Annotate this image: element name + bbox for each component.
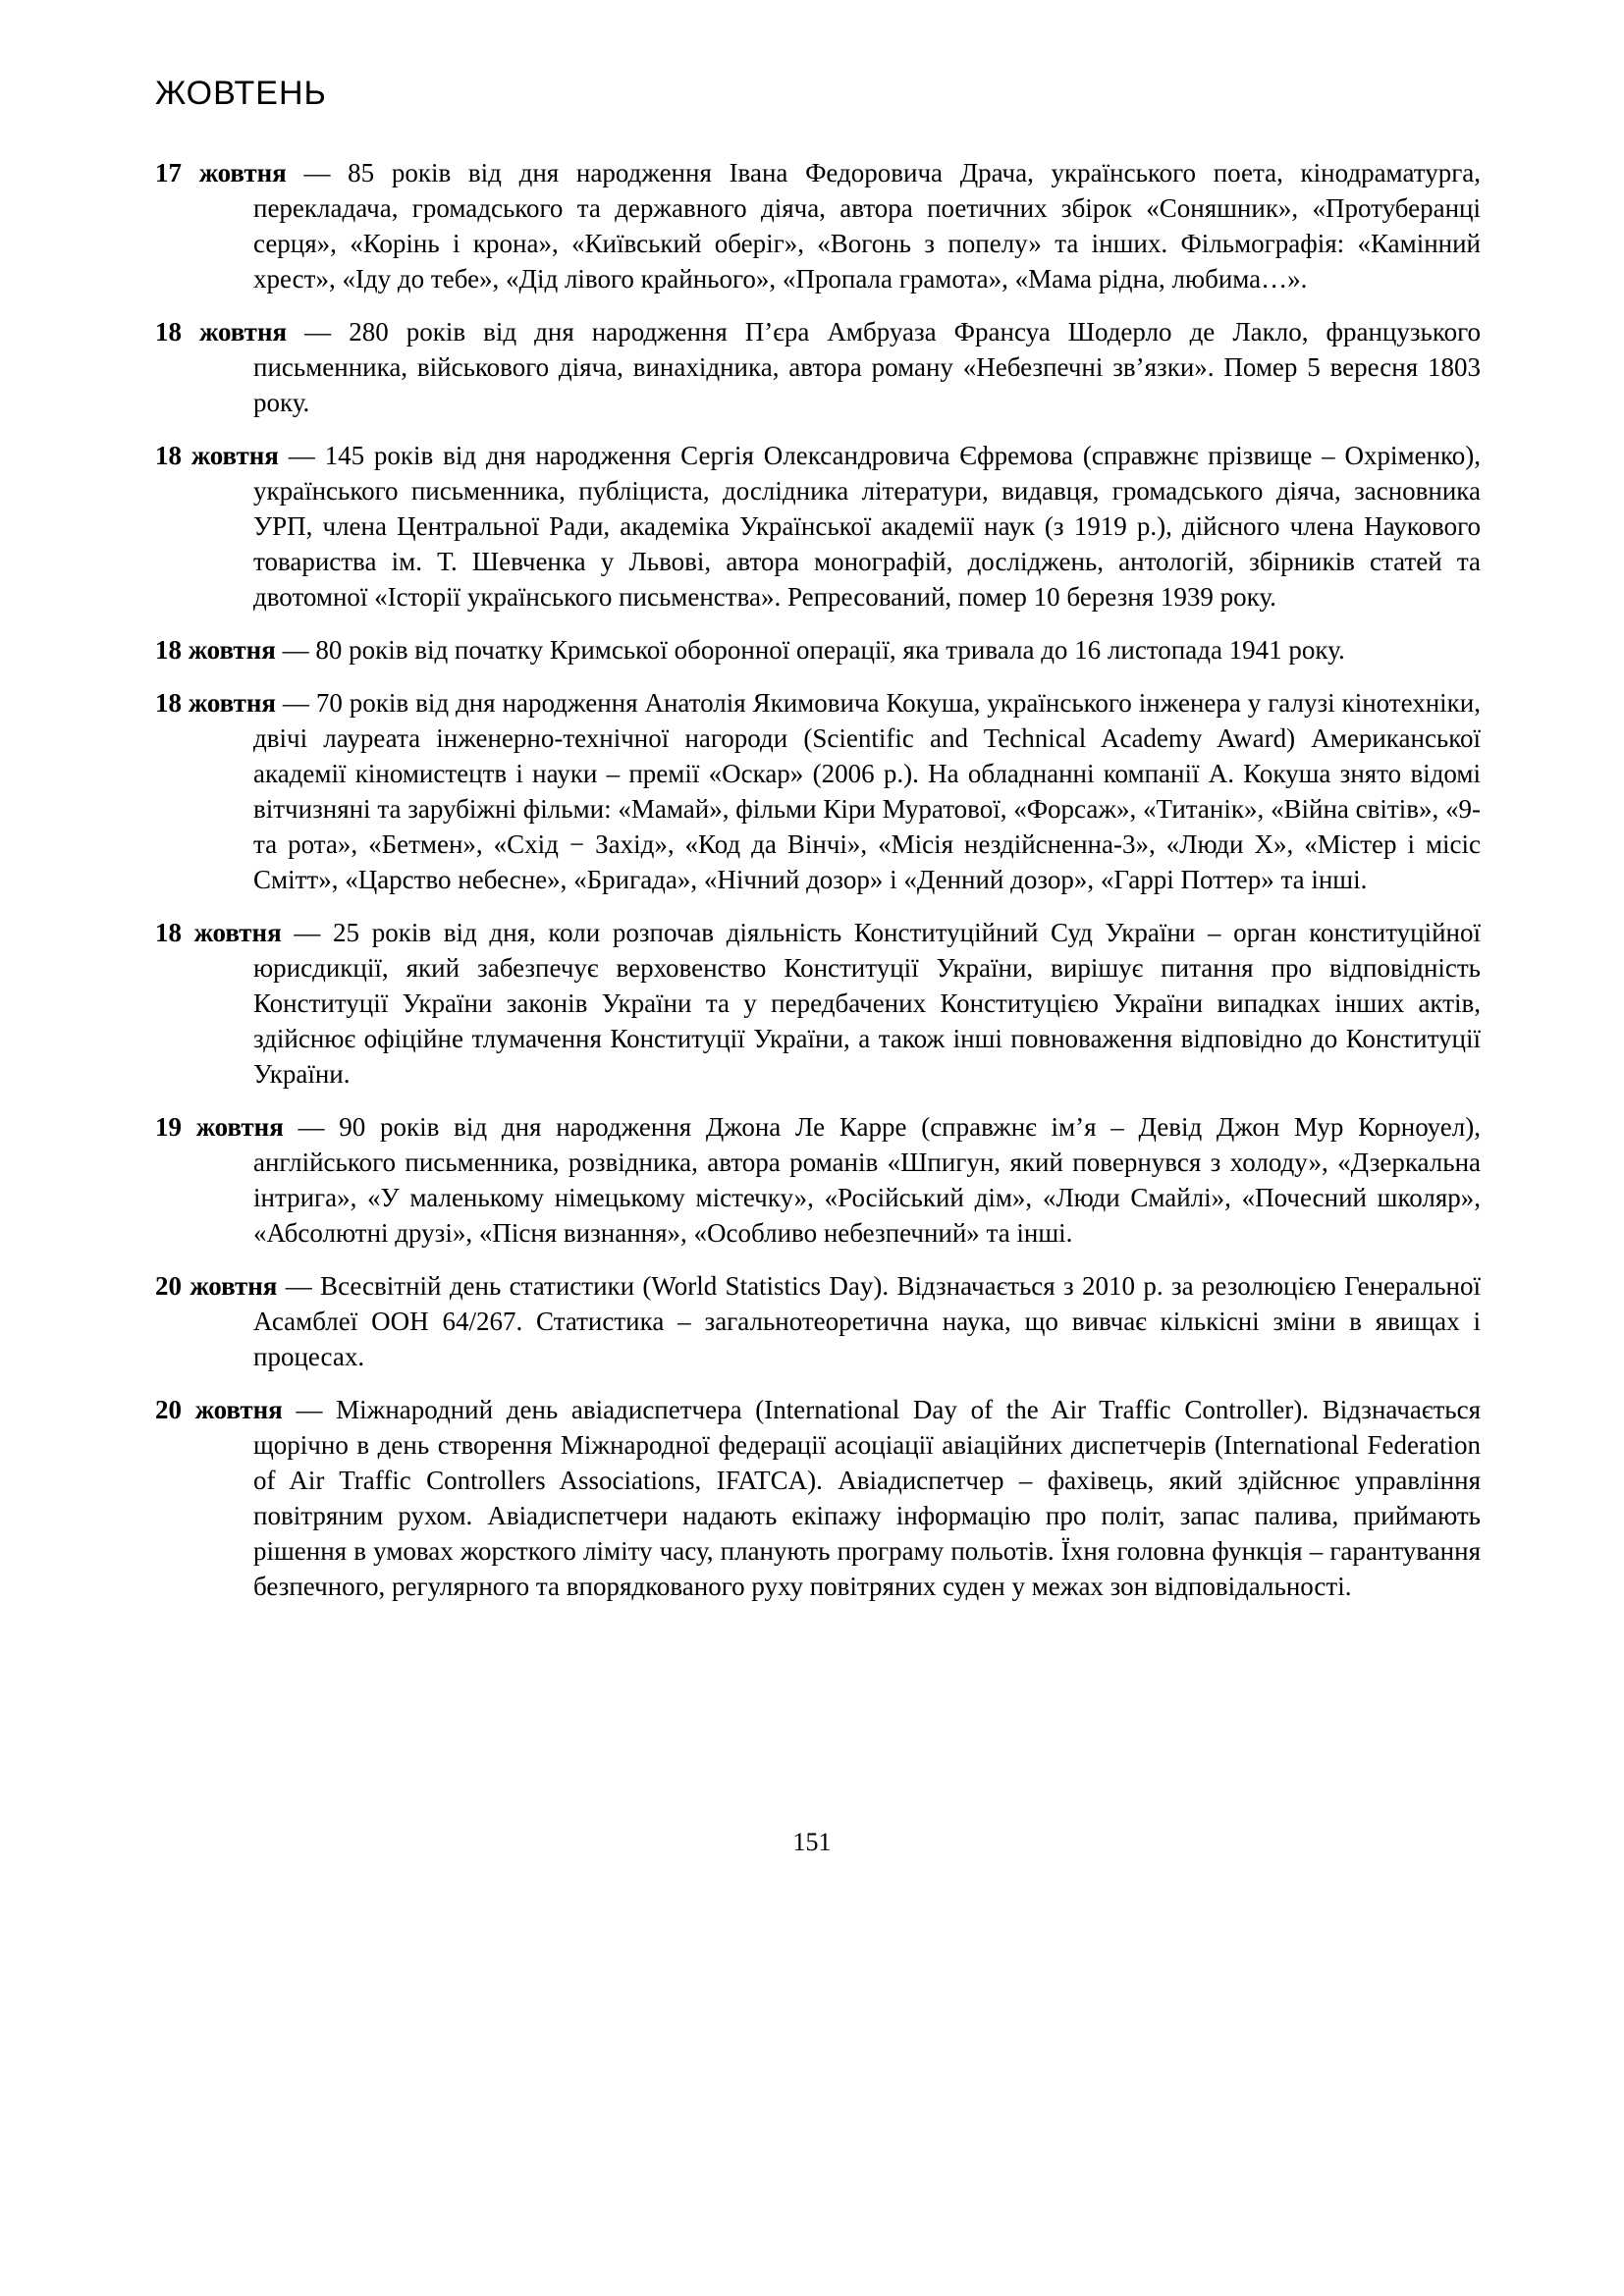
entry-date: 18 жовтня <box>155 688 276 718</box>
entry-oct-18-yefremov: 18 жовтня — 145 років від дня народження Сергія Олександровича Єфремова (справжнє прізвище – Охріменко), українського письменника, публіциста, дослідника літератури, видавця, громадського діяча, засновника УРП, члена Центральної Ради, академіка Української академії наук (з 1919 р.), дійсного члена Наукового товариства ім. Т. Шевченка у Львові, автора монографій, досліджень, антологій, збірників статей та двотомної «Історії українського письменства». Репресований, помер 10 березня 1939 року. <box>155 441 1481 612</box>
entry-oct-18-laclos: 18 жовтня — 280 років від дня народження П’єра Амбруаза Франсуа Шодерло де Лакло, французького письменника, військового діяча, винахідника, автора роману «Небезпечні зв’язки». Помер 5 вересня 1803 року. <box>155 317 1481 417</box>
entry-oct-18-kokush: 18 жовтня — 70 років від дня народження Анатолія Якимовича Кокуша, українського інженера у галузі кінотехніки, двічі лауреата інженерно-технічної нагороди (Scientific and Technical Academy Award) Американської академії кіномистецтв і науки – премії «Оскар» (2006 р.). На обладнанні компанії А. Кокуша знято відомі вітчизняні та зарубіжні фільми: «Мамай», фільми Кіри Муратової, «Форсаж», «Титанік», «Війна світів», «9-та рота», «Бетмен», «Схід − Захід», «Код да Вінчі», «Місія нездійсненна-3», «Люди Х», «Містер і місіс Смітт», «Царство небесне», «Бригада», «Нічний дозор» і «Денний дозор», «Гаррі Поттер» та інші. <box>155 688 1481 894</box>
entry-text: 280 років від дня народження П’єра Амбруаза Франсуа Шодерло де Лакло, французького письменника, військового діяча, винахідника, автора роману «Небезпечні зв’язки». Помер 5 вересня 1803 року. <box>253 317 1481 417</box>
entry-oct-20-statistics-day: 20 жовтня — Всесвітній день статистики (World Statistics Day). Відзначається з 2010 р. за резолюцією Генеральної Асамблеї ООН 64/267. Статистика – загальнотеоретична наука, що вивчає кількісні зміни в явищах і процесах. <box>155 1271 1482 1371</box>
entry-text: Міжнародний день авіадиспетчера (International Day of the Air Traffic Controller). Відзначається щорічно в день створення Міжнародної федерації асоціації авіаційних диспетчерів (International Federation of Air Traffic Controllers Associations, IFATCA). Авіадиспетчер – фахівець, який здійснює управління повітряним рухом. Авіадиспетчери надають екіпажу інформацію про політ, запас палива, приймають рішення в умовах жорсткого ліміту часу, планують програму польотів. Їхня головна функція – гарантування безпечного, регулярного та впорядкованого руху повітряних суден у межах зон відповідальності. <box>253 1395 1481 1601</box>
entry-text: 80 років від початку Кримської оборонної операції, яка тривала до 16 листопада 1941 року. <box>315 635 1345 665</box>
entry-date: 19 жовтня <box>155 1112 284 1142</box>
entry-oct-17-drach: 17 жовтня — 85 років від дня народження Івана Федоровича Драча, українського поета, кінодраматурга, перекладача, громадського та державного діяча, автора поетичних збірок «Соняшник», «Протуберанці серця», «Корінь і крона», «Київський оберіг», «Вогонь з попелу» та інших. Фільмографія: «Камінний хрест», «Іду до тебе», «Дід лівого крайнього», «Пропала грамота», «Мама рідна, любима…». <box>155 158 1481 294</box>
entry-date: 20 жовтня <box>155 1395 283 1424</box>
entry-oct-18-crimean-operation: 18 жовтня — 80 років від початку Кримської оборонної операції, яка тривала до 16 листопада 1941 року. <box>155 635 1345 665</box>
entry-oct-18-constitutional-court: 18 жовтня — 25 років від дня, коли розпочав діяльність Конституційний Суд України – орган конституційної юрисдикції, який забезпечує верховенство Конституції України, вирішує питання про відповідність Конституції України законів України та у передбачених Конституцією України випадках інших актів, здійснює офіційне тлумачення Конституції України, а також інші повноваження відповідно до Конституції України. <box>155 918 1481 1089</box>
entry-date: 20 жовтня <box>155 1271 278 1301</box>
entry-oct-20-air-traffic-controller: 20 жовтня — Міжнародний день авіадиспетчера (International Day of the Air Traffic Controller). Відзначається щорічно в день створення Міжнародної федерації асоціації авіаційних диспетчерів (International Federation of Air Traffic Controllers Associations, IFATCA). Авіадиспетчер – фахівець, який здійснює управління повітряним рухом. Авіадиспетчери надають екіпажу інформацію про політ, запас палива, приймають рішення в умовах жорсткого ліміту часу, планують програму польотів. Їхня головна функція – гарантування безпечного, регулярного та впорядкованого руху повітряних суден у межах зон відповідальності. <box>155 1395 1481 1601</box>
entry-text: Всесвітній день статистики (World Statistics Day). Відзначається з 2010 р. за резолюцією Генеральної Асамблеї ООН 64/267. Статистика – загальнотеоретична наука, що вивчає кількісні зміни в явищах і процесах. <box>253 1271 1482 1371</box>
entry-date: 18 жовтня <box>155 441 279 470</box>
entry-oct-19-le-carre: 19 жовтня — 90 років від дня народження Джона Ле Карре (справжнє ім’я – Девід Джон Мур Корноуел), англійського письменника, розвідника, автора романів «Шпигун, який повернувся з холоду», «Дзеркальна інтрига», «У маленькому німецькому містечку», «Російський дім», «Люди Смайлі», «Почесний школяр», «Абсолютні друзі», «Пісня визнання», «Особливо небезпечний» та інші. <box>155 1112 1482 1248</box>
entry-text: 85 років від дня народження Івана Федоровича Драча, українського поета, кінодраматурга, перекладача, громадського та державного діяча, автора поетичних збірок «Соняшник», «Протуберанці серця», «Корінь і крона», «Київський оберіг», «Вогонь з попелу» та інших. Фільмографія: «Камінний хрест», «Іду до тебе», «Дід лівого крайнього», «Пропала грамота», «Мама рідна, любима…». <box>253 158 1481 294</box>
entry-date: 18 жовтня <box>155 635 276 665</box>
page-title: ЖОВТЕНЬ <box>155 75 327 112</box>
entry-date: 17 жовтня <box>155 158 287 187</box>
entries-list <box>155 155 1481 1622</box>
entry-text: 70 років від дня народження Анатолія Якимовича Кокуша, українського інженера у галузі кінотехніки, двічі лауреата інженерно-технічної нагороди (Scientific and Technical Academy Award) Американської академії кіномистецтв і науки – премії «Оскар» (2006 р.). На обладнанні компанії А. Кокуша знято відомі вітчизняні та зарубіжні фільми: «Мамай», фільми Кіри Муратової, «Форсаж», «Титанік», «Війна світів», «9-та рота», «Бетмен», «Схід − Захід», «Код да Вінчі», «Місія нездійсненна-3», «Люди Х», «Містер і місіс Смітт», «Царство небесне», «Бригада», «Нічний дозор» і «Денний дозор», «Гаррі Поттер» та інші. <box>253 688 1481 894</box>
entry-date: 18 жовтня <box>155 317 288 347</box>
entry-text: 90 років від дня народження Джона Ле Карре (справжнє ім’я – Девід Джон Мур Корноуел), англійського письменника, розвідника, автора романів «Шпигун, який повернувся з холоду», «Дзеркальна інтрига», «У маленькому німецькому містечку», «Російський дім», «Люди Смайлі», «Почесний школяр», «Абсолютні друзі», «Пісня визнання», «Особливо небезпечний» та інші. <box>253 1112 1482 1248</box>
entry-text: 25 років від дня, коли розпочав діяльність Конституційний Суд України – орган конституційної юрисдикції, який забезпечує верховенство Конституції України, вирішує питання про відповідність Конституції України законів України та у передбачених Конституцією України випадках інших актів, здійснює офіційне тлумачення Конституції України, а також інші повноваження відповідно до Конституції України. <box>253 918 1481 1089</box>
entry-text: 145 років від дня народження Сергія Олександровича Єфремова (справжнє прізвище – Охріменко), українського письменника, публіциста, дослідника літератури, видавця, громадського діяча, засновника УРП, члена Центральної Ради, академіка Української академії наук (з 1919 р.), дійсного члена Наукового товариства ім. Т. Шевченка у Львові, автора монографій, досліджень, антологій, збірників статей та двотомної «Історії українського письменства». Репресований, помер 10 березня 1939 року. <box>253 441 1481 612</box>
entry-date: 18 жовтня <box>155 918 282 947</box>
page-number: 151 <box>792 1828 832 1856</box>
